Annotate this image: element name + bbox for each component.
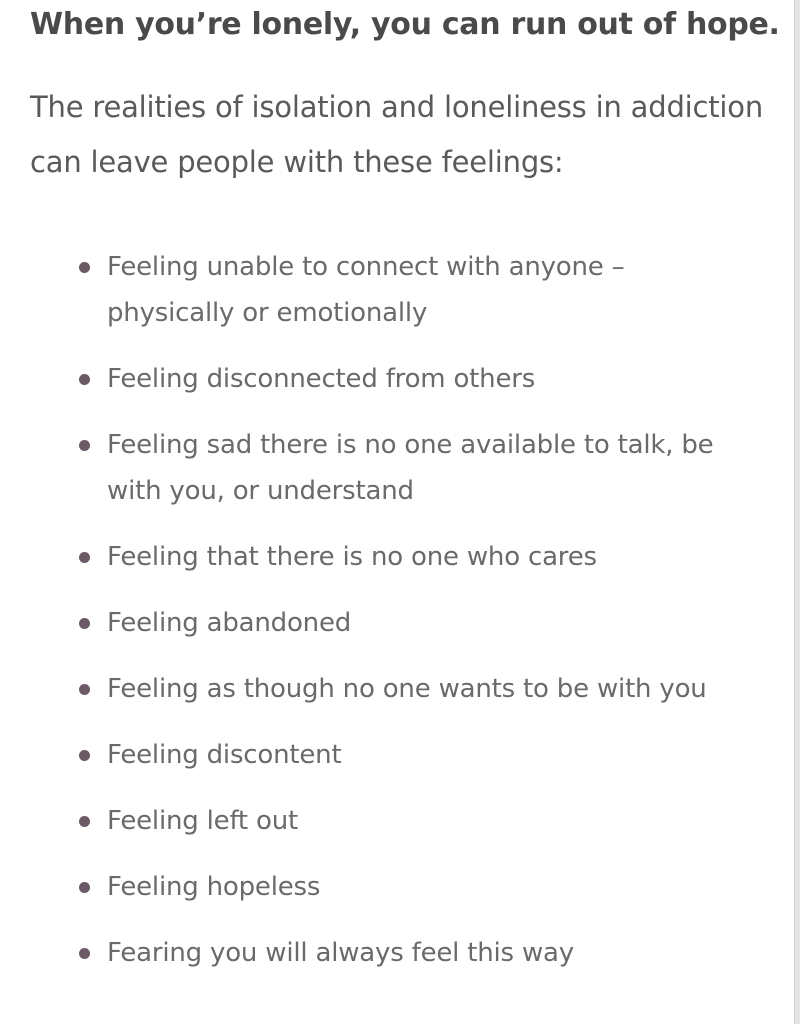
list-item-text: Feeling disconnected from others bbox=[107, 364, 536, 394]
list-item bbox=[0, 356, 794, 402]
list-item bbox=[0, 600, 794, 646]
list-item-text: Feeling unable to connect with anyone – physically or emotionally bbox=[107, 252, 625, 328]
list-item bbox=[0, 864, 794, 910]
intro-paragraph: The realities of isolation and loneliness in addiction can leave people with these feelings: bbox=[30, 90, 764, 179]
list-item-text: Feeling sad there is no one available to talk, be with you, or understand bbox=[107, 430, 714, 506]
list-item-text: Fearing you will always feel this way bbox=[107, 938, 574, 968]
list-item bbox=[0, 930, 794, 976]
bullet-icon bbox=[79, 374, 90, 385]
bullet-icon bbox=[79, 618, 90, 629]
list-item bbox=[0, 244, 794, 336]
bullet-icon bbox=[79, 750, 90, 761]
list-item-text: Feeling that there is no one who cares bbox=[107, 542, 597, 572]
list-item bbox=[0, 798, 794, 844]
feelings-list bbox=[0, 244, 794, 996]
list-item bbox=[0, 422, 794, 514]
bullet-icon bbox=[79, 552, 90, 563]
bullet-icon bbox=[79, 440, 90, 451]
list-item-text: Feeling abandoned bbox=[107, 608, 352, 638]
bullet-icon bbox=[79, 948, 90, 959]
scrollbar-edge bbox=[794, 0, 800, 1024]
bullet-icon bbox=[79, 882, 90, 893]
list-item bbox=[0, 666, 794, 712]
list-item bbox=[0, 534, 794, 580]
bullet-icon bbox=[79, 684, 90, 695]
list-item-text: Feeling left out bbox=[107, 806, 298, 836]
list-item-text: Feeling as though no one wants to be with you bbox=[107, 674, 707, 704]
list-item bbox=[0, 732, 794, 778]
list-item-text: Feeling hopeless bbox=[107, 872, 321, 902]
section-heading: When you’re lonely, you can run out of hope. bbox=[30, 7, 780, 42]
bullet-icon bbox=[79, 262, 90, 273]
bullet-icon bbox=[79, 816, 90, 827]
list-item-text: Feeling discontent bbox=[107, 740, 342, 770]
